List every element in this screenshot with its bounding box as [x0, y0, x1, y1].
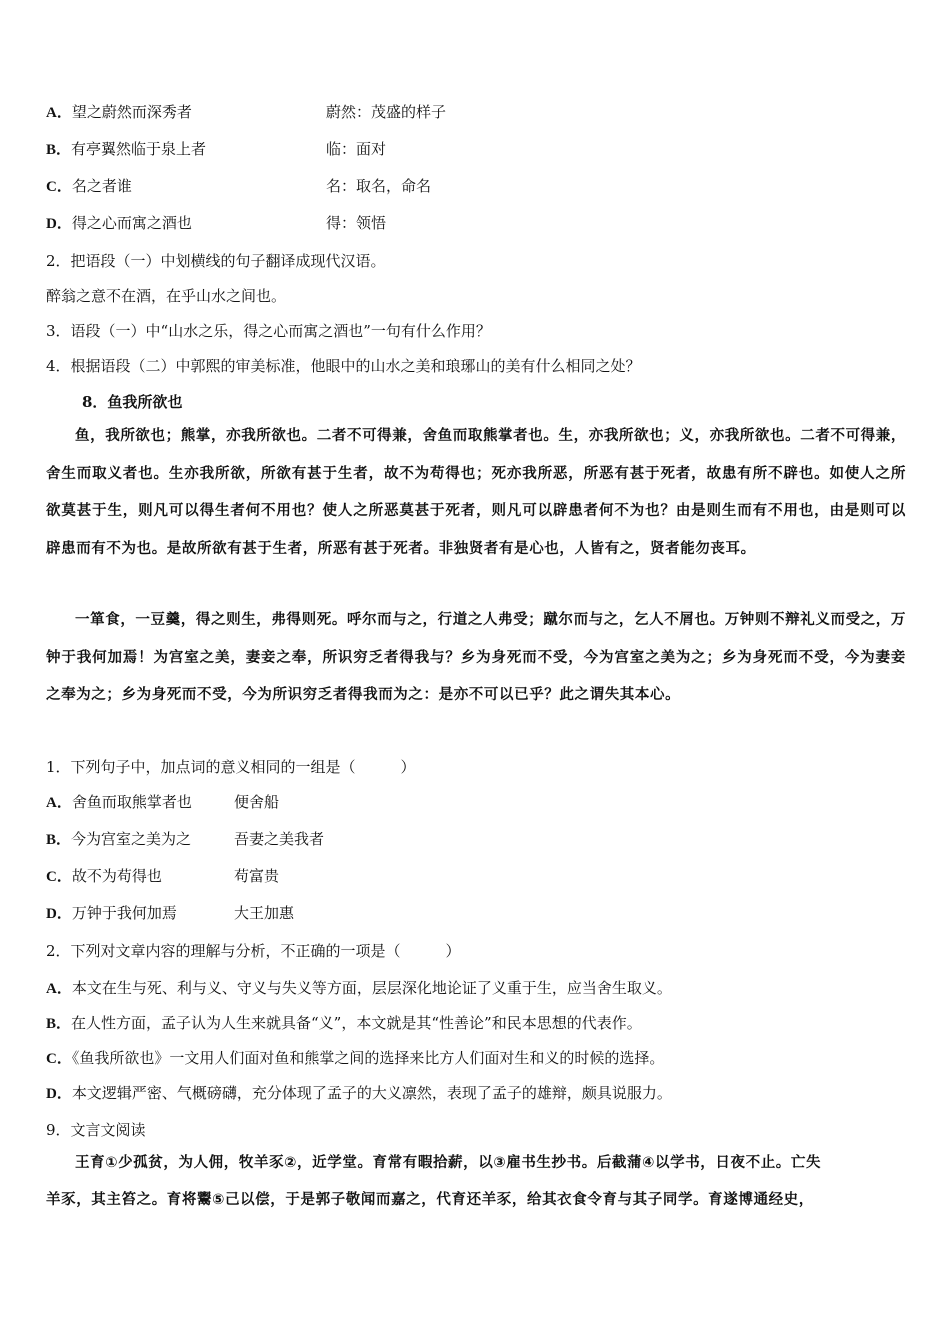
- section-8-title: 8．鱼我所欲也: [82, 393, 183, 411]
- option-note: 临：面对: [326, 140, 387, 158]
- section-9-line-1: 王育①少孤贫，为人佣，牧羊豕②，近学堂。育常有暇拾薪，以③雇书生抄书。后截蒲④以学书，日夜不止。亡失: [75, 1155, 822, 1171]
- option-b: [46, 139, 206, 160]
- option-label: A．: [46, 105, 72, 121]
- q1-option-c: [46, 866, 162, 887]
- option-d: [46, 213, 192, 234]
- option-text: 有亭翼然临于泉上者: [71, 140, 207, 158]
- section-8-question-1: 1．下列句子中，加点词的意义相同的一组是（ ）: [46, 758, 416, 776]
- section-8-question-2: 2．下列对文章内容的理解与分析，不正确的一项是（ ）: [46, 942, 461, 960]
- option-label: C．: [46, 179, 72, 195]
- question-4: 4．根据语段（二）中郭熙的审美标准，他眼中的山水之美和琅琊山的美有什么相同之处？: [46, 357, 641, 375]
- option-text: 万钟于我何加焉: [71, 904, 177, 922]
- option-label: D．: [46, 906, 72, 922]
- q1-option-d: [46, 903, 177, 924]
- option-note: 蔚然：茂盛的样子: [326, 103, 447, 121]
- option-label: B．: [46, 832, 72, 848]
- section-9-line-2: 羊豕，其主笞之。育将鬻⑤己以偿，于是郭子敬闻而嘉之，代育还羊豕，给其衣食令育与其子同学。育遂博通经史，: [46, 1192, 814, 1208]
- question-3: 3．语段（一）中“山水之乐，得之心而寓之酒也”一句有什么作用？: [46, 322, 491, 340]
- option-text: 得之心而寓之酒也: [71, 214, 192, 232]
- option-label: D．: [46, 216, 72, 232]
- q1-option-a: [46, 792, 192, 813]
- q1-option-b: [46, 829, 191, 850]
- option-pair: 吾妻之美我者: [234, 830, 325, 848]
- passage-paragraph-1: 鱼，我所欲也；熊掌，亦我所欲也。二者不可得兼，舍鱼而取熊掌者也。生，亦我所欲也；义，亦我所欲也。二者不可得兼，舍生而取义者也。生亦我所欲，所欲有甚于生者，故不为苟得也；死亦我所恶，所恶有甚于死者，故患有所不辟也。如使人之所欲莫甚于生，则凡可以得生者何不用也？使人之所恶莫甚于死者，则凡可以辟患者何不为也？由是则生而有不用也，由是则可以辟患而有不为也。是故所欲有甚于生者，所恶有甚于死者。非独贤者有是心也，人皆有之，贤者能勿丧耳。: [46, 428, 906, 557]
- option-label: C．: [46, 1051, 72, 1067]
- option-label: D．: [46, 1086, 72, 1102]
- option-text: 望之蔚然而深秀者: [71, 103, 192, 121]
- option-text: 名之者谁: [71, 177, 132, 195]
- q2-option-b: [46, 1013, 642, 1034]
- option-text: 在人性方面，孟子认为人生来就具备“义”，本文就是其“性善论”和民本思想的代表作。: [71, 1014, 642, 1032]
- section-9-title: 9．文言文阅读: [46, 1121, 146, 1139]
- option-text: 舍鱼而取熊掌者也: [71, 793, 192, 811]
- option-label: B．: [46, 142, 72, 158]
- option-pair: 苟富贵: [234, 867, 280, 885]
- option-label: A．: [46, 981, 72, 997]
- question-2: 2．把语段（一）中划横线的句子翻译成现代汉语。: [46, 252, 386, 270]
- option-text: 今为宫室之美为之: [71, 830, 192, 848]
- option-text: 《鱼我所欲也》一文用人们面对鱼和熊掌之间的选择来比方人们面对生和义的时候的选择。: [71, 1049, 665, 1067]
- option-note: 得：领悟: [326, 214, 387, 232]
- passage-paragraph-2: 一箪食，一豆羹，得之则生，弗得则死。呼尔而与之，行道之人弗受；蹴尔而与之，乞人不屑也。万钟则不辩礼义而受之，万钟于我何加焉！为宫室之美，妻妾之奉，所识穷乏者得我与？乡为身死而不受，今为宫室之美为之；乡为身死而不受，今为妻妾之奉为之；乡为身死而不受，今为所识穷乏者得我而为之：是亦不可以已乎？此之谓失其本心。: [46, 612, 906, 703]
- option-text: 本文逻辑严密、气概磅礴，充分体现了孟子的大义凛然，表现了孟子的雄辩，颇具说服力。: [71, 1084, 672, 1102]
- q2-option-d: [46, 1083, 672, 1104]
- q2-option-a: [46, 978, 672, 999]
- q2-option-c: [46, 1048, 664, 1069]
- option-pair: 大王加惠: [234, 904, 295, 922]
- option-label: C．: [46, 869, 72, 885]
- translation-sentence: 醉翁之意不在酒，在乎山水之间也。: [46, 287, 287, 305]
- option-label: B．: [46, 1016, 72, 1032]
- option-c: [46, 176, 132, 197]
- option-label: A．: [46, 795, 72, 811]
- option-note: 名：取名，命名: [326, 177, 432, 195]
- option-text: 本文在生与死、利与义、守义与失义等方面，层层深化地论证了义重于生，应当舍生取义。: [71, 979, 672, 997]
- option-pair: 便舍船: [234, 793, 280, 811]
- option-a: [46, 102, 192, 123]
- option-text: 故不为苟得也: [71, 867, 162, 885]
